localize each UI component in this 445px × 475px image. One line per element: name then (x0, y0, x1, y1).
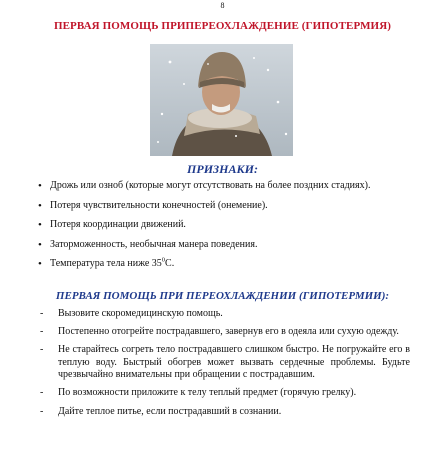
temperature-text: Температура тела ниже 35 (50, 258, 162, 270)
list-item: - Постепенно отогрейте пострадавшего, завернув его в одеяла или сухую одежду. (38, 326, 410, 339)
list-item: - Вызовите скоромедицинскую помощь. (38, 308, 410, 321)
page-number: 8 (220, 1, 225, 10)
list-item: - Дайте теплое питье, если пострадавший в сознании. (38, 406, 410, 419)
signs-heading: ПРИЗНАКИ: (187, 162, 258, 176)
list-item: • Заторможенность, необычная манера поведения. (38, 239, 410, 252)
page-title: ПЕРВАЯ ПОМОЩЬ ПРИПЕРЕОХЛАЖДЕНИЕ (ГИПОТЕРМИЯ) (53, 20, 392, 32)
list-item: • Потеря чувствительности конечностей (онемение). (38, 200, 410, 213)
cold-man-photo (150, 44, 293, 156)
aid-heading: ПЕРВАЯ ПОМОЩЬ ПРИ ПЕРЕОХЛАЖДЕНИИ (ГИПОТЕРМИИ): (55, 290, 390, 302)
list-item: - По возможности приложите к телу теплый предмет (горячую грелку). (38, 387, 410, 400)
degree-superscript: 0 (161, 257, 166, 265)
list-item: • Потеря координации движений. (38, 219, 410, 232)
list-item: • Дрожь или озноб (которые могут отсутствовать на более поздних стадиях). (38, 180, 410, 193)
temperature-unit: С. (165, 258, 175, 270)
aid-list (38, 308, 410, 424)
signs-list (38, 180, 410, 278)
list-item-temperature (38, 258, 410, 271)
list-item: - Не старайтесь согреть тело пострадавшего слишком быстро. Не погружайте его в теплую воду. Быстрый обогрев может вызвать сердечные проблемы. Будьте чрезвычайно внимательны при обращении с пострадавшим. (38, 344, 410, 382)
